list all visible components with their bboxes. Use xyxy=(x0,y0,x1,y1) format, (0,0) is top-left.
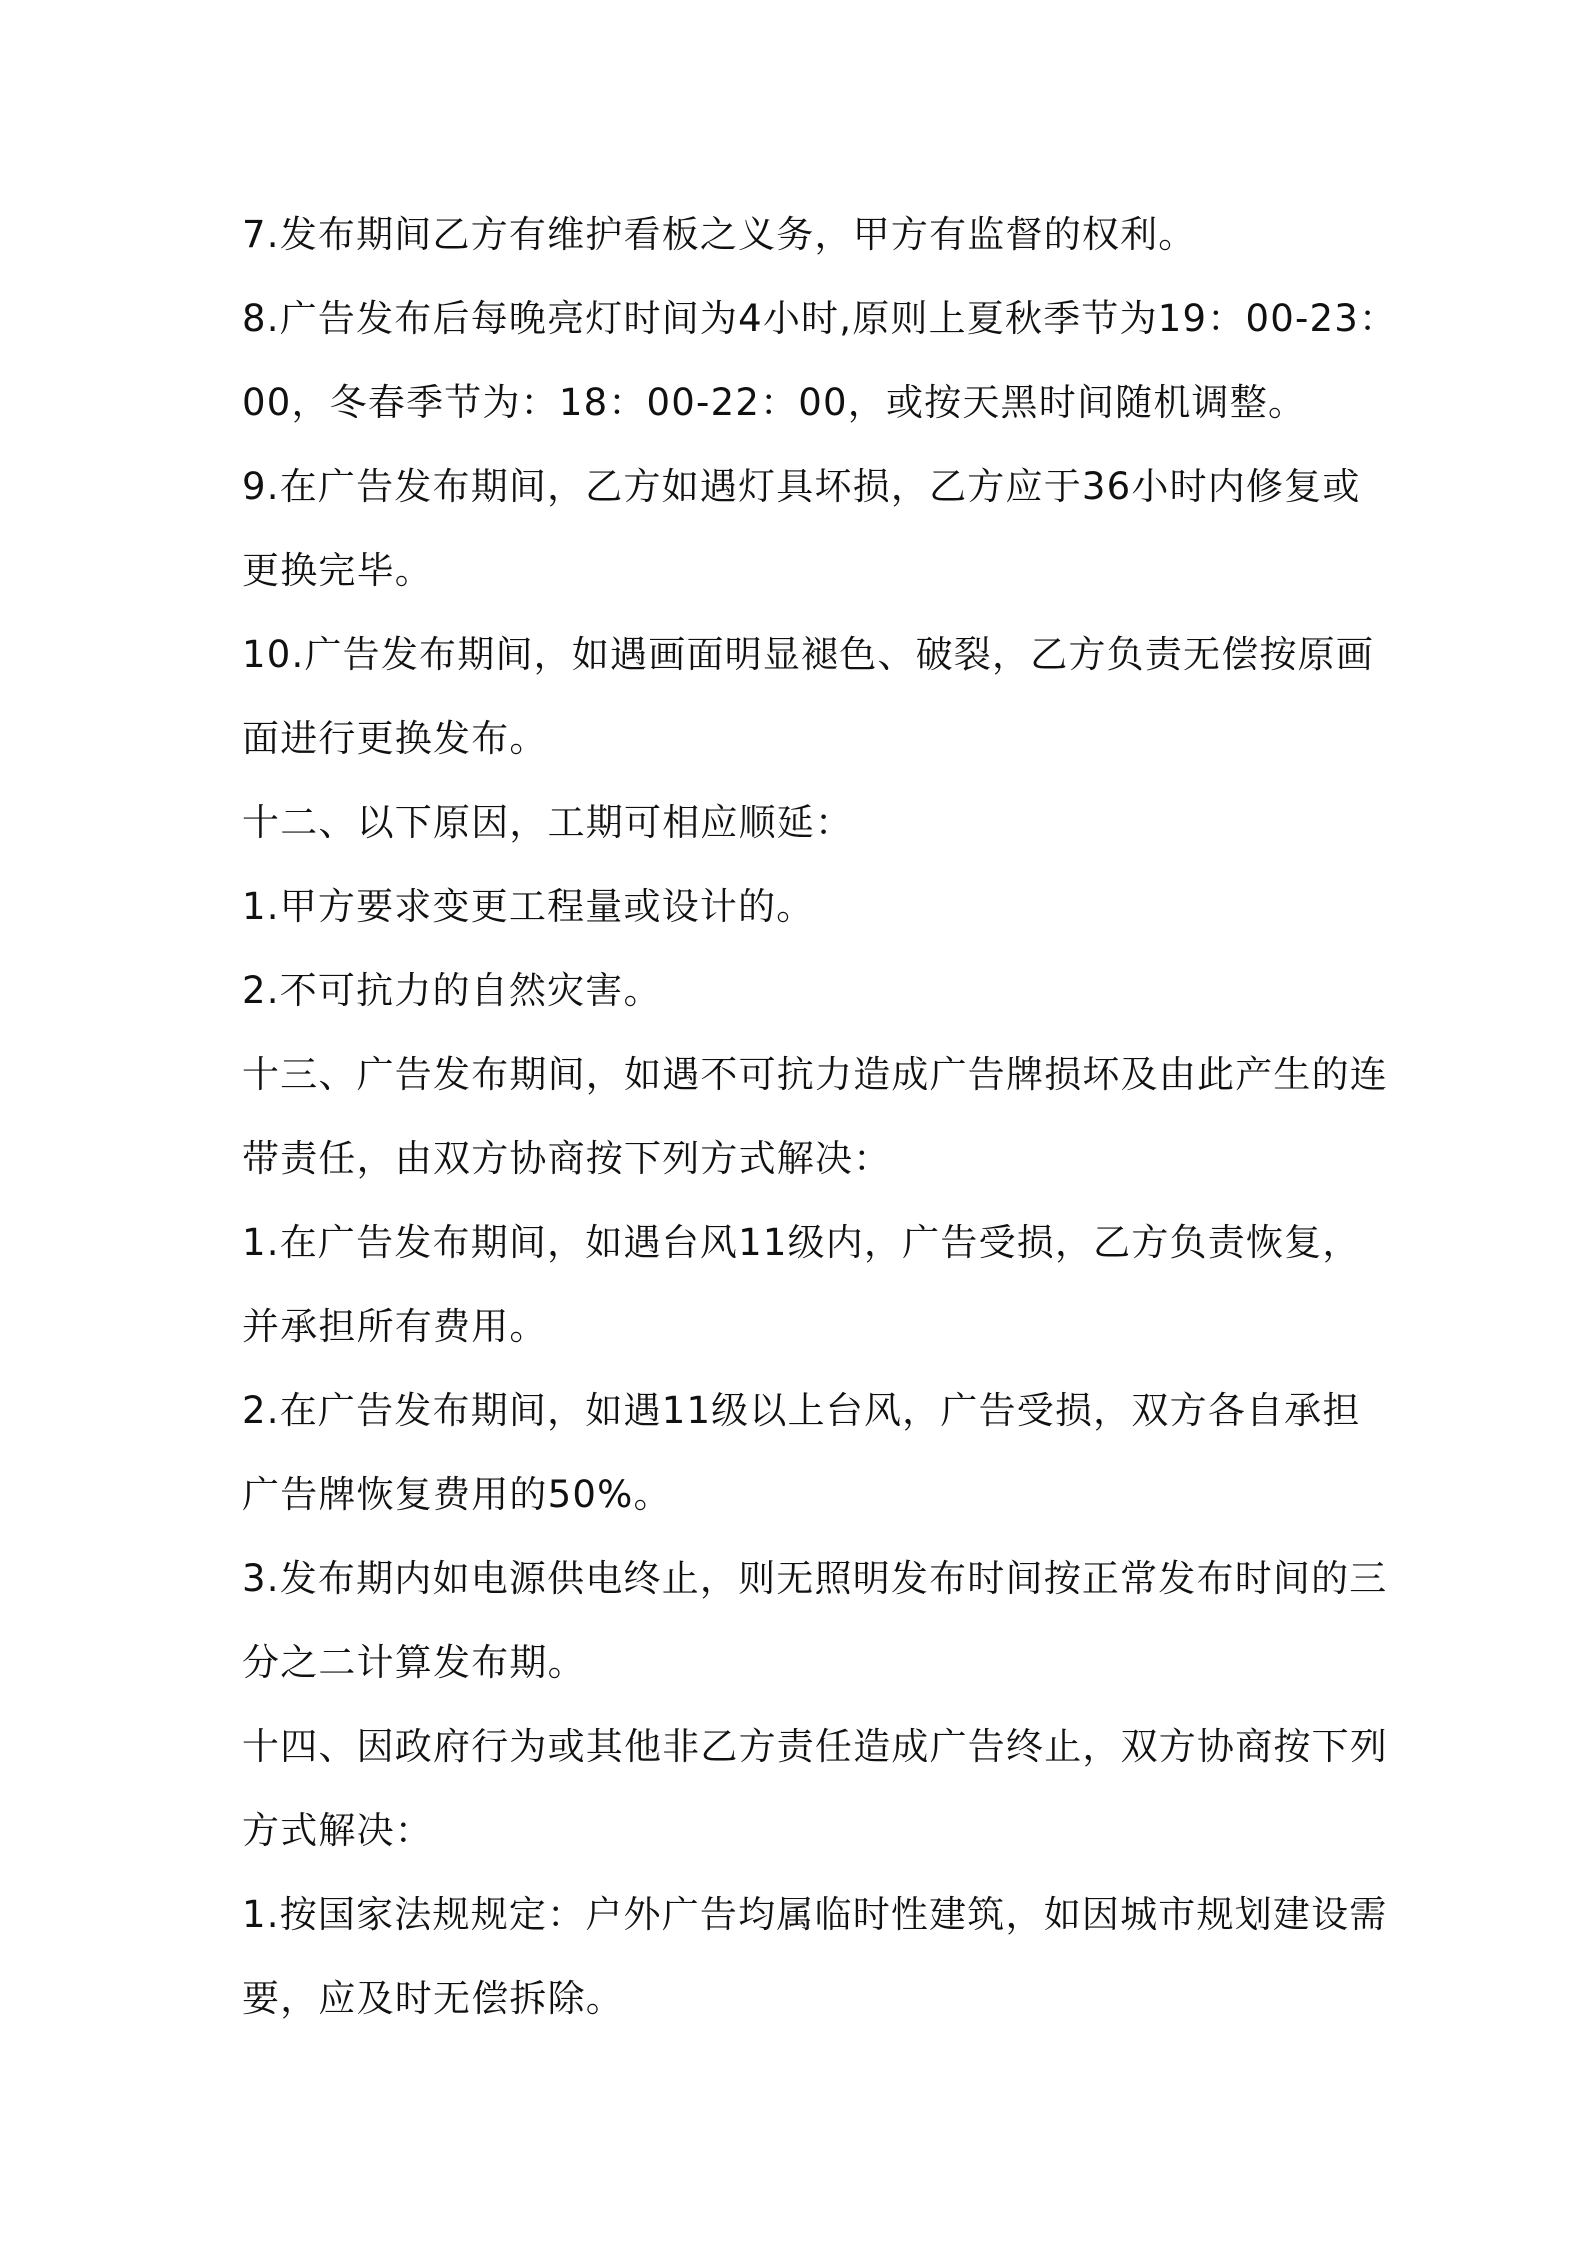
text-line: 8.广告发布后每晚亮灯时间为4小时,原则上夏秋季节为19：00-23： xyxy=(242,297,1398,340)
text-line: 00，冬春季节为：18：00-22：00，或按天黑时间随机调整。 xyxy=(242,381,1307,424)
text-line: 更换完毕。 xyxy=(242,549,433,592)
text-line: 2.在广告发布期间，如遇11级以上台风，广告受损，双方各自承担 xyxy=(242,1389,1361,1432)
text-line: 方式解决： xyxy=(242,1809,433,1852)
text-line: 要，应及时无偿拆除。 xyxy=(242,1977,624,2020)
text-line: 面进行更换发布。 xyxy=(242,717,548,760)
text-line: 7.发布期间乙方有维护看板之义务，甲方有监督的权利。 xyxy=(242,213,1197,256)
text-line: 十二、以下原因，工期可相应顺延： xyxy=(242,801,854,844)
text-line: 带责任，由双方协商按下列方式解决： xyxy=(242,1137,892,1180)
text-line: 2.不可抗力的自然灾害。 xyxy=(242,969,662,1012)
text-line: 3.发布期内如电源供电终止，则无照明发布时间按正常发布时间的三 xyxy=(242,1557,1388,1600)
text-line: 分之二计算发布期。 xyxy=(242,1641,586,1684)
text-line: 广告牌恢复费用的50%。 xyxy=(242,1473,672,1516)
text-line: 1.按国家法规规定：户外广告均属临时性建筑，如因城市规划建设需 xyxy=(242,1893,1388,1936)
text-line: 1.在广告发布期间，如遇台风11级内，广告受损，乙方负责恢复， xyxy=(242,1221,1361,1264)
text-line: 1.甲方要求变更工程量或设计的。 xyxy=(242,885,815,928)
text-line: 10.广告发布期间，如遇画面明显褪色、破裂，乙方负责无偿按原画 xyxy=(242,633,1375,676)
text-line: 十三、广告发布期间，如遇不可抗力造成广告牌损坏及由此产生的连 xyxy=(242,1053,1388,1096)
text-line: 9.在广告发布期间，乙方如遇灯具坏损，乙方应于36小时内修复或 xyxy=(242,465,1361,508)
document-body xyxy=(242,193,1398,2041)
text-line: 十四、因政府行为或其他非乙方责任造成广告终止，双方协商按下列 xyxy=(242,1725,1388,1768)
text-line: 并承担所有费用。 xyxy=(242,1305,548,1348)
